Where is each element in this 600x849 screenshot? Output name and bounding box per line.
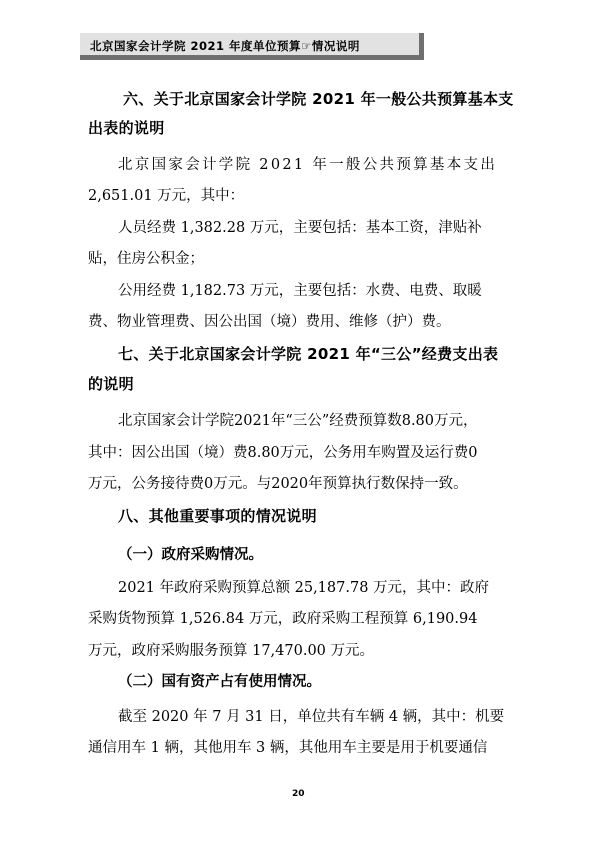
section-6-paragraph-1-line-2: 2,651.01 万元，其中： — [88, 188, 245, 204]
section-6-paragraph-2-line-1: 人员经费 1,382.28 万元，主要包括：基本工资，津贴补 — [118, 220, 482, 236]
procurement-paragraph-line-3: 万元，政府采购服务预算 17,470.00 万元。 — [88, 643, 375, 659]
procurement-paragraph-line-1: 2021 年政府采购预算总额 25,187.78 万元，其中：政府 — [118, 580, 490, 596]
running-header-title: 北京国家会计学院 2021 年度单位预算☞情况说明 — [90, 39, 360, 53]
section-6-paragraph-1-line-1: 北京国家会计学院 2021 年一般公共预算基本支出 — [118, 157, 498, 173]
section-7-heading-line-1: 七、关于北京国家会计学院 2021 年“三公”经费支出表 — [118, 345, 499, 363]
section-8-heading: 八、其他重要事项的情况说明 — [118, 507, 317, 525]
section-7-paragraph-line-3: 万元，公务接待费0万元。与2020年预算执行数保持一致。 — [88, 476, 468, 492]
subsection-procurement-heading: （一）政府采购情况。 — [118, 547, 263, 563]
procurement-paragraph-line-2: 采购货物预算 1,526.84 万元，政府采购工程预算 6,190.94 — [88, 611, 478, 627]
section-6-heading-line-2: 出表的说明 — [88, 119, 165, 137]
running-header — [80, 33, 424, 60]
section-7-paragraph-line-2: 其中：因公出国（境）费8.80万元，公务用车购置及运行费0 — [88, 445, 478, 461]
section-6-paragraph-2-line-2: 贴，住房公积金； — [88, 251, 204, 267]
page-number: 20 — [292, 789, 305, 799]
section-7-paragraph-line-1: 北京国家会计学院2021年“三公”经费预算数8.80万元， — [118, 413, 478, 429]
section-7-heading-line-2: 的说明 — [88, 375, 134, 393]
section-6-paragraph-3-line-2: 费、物业管理费、因公出国（境）费用、维修（护）费。 — [88, 314, 451, 330]
section-6-paragraph-3-line-1: 公用经费 1,182.73 万元，主要包括：水费、电费、取暖 — [118, 283, 482, 299]
assets-paragraph-line-2: 通信用车 1 辆，其他用车 3 辆，其他用车主要是用于机要通信 — [88, 740, 488, 756]
section-6-heading-line-1: 六、关于北京国家会计学院 2021 年一般公共预算基本支 — [123, 90, 514, 108]
assets-paragraph-line-1: 截至 2020 年 7 月 31 日，单位共有车辆 4 辆，其中：机要 — [118, 709, 505, 725]
subsection-assets-heading: （二）国有资产占有使用情况。 — [118, 674, 321, 690]
